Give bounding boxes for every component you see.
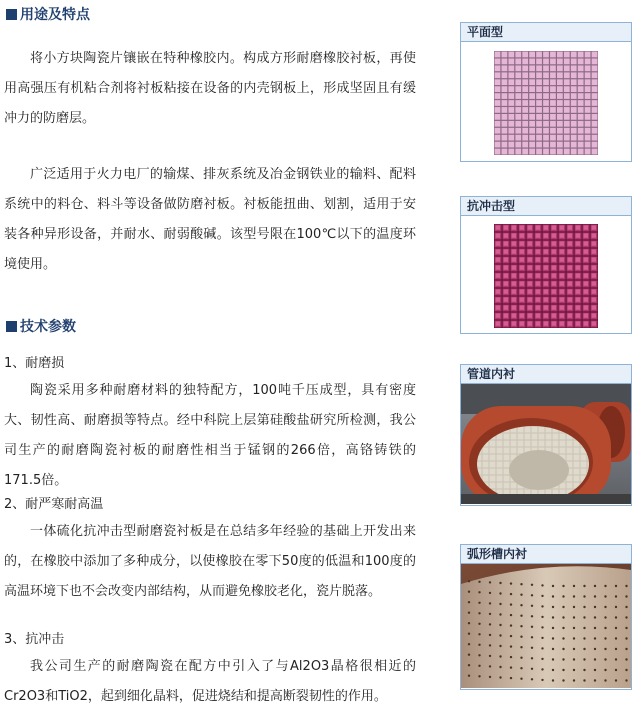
- spec-item-text: [4, 517, 416, 607]
- heading-square-icon: [6, 9, 17, 20]
- panel-caption: 平面型: [461, 23, 631, 42]
- panel-caption: 管道内衬: [461, 365, 631, 384]
- spec-item-title: 2、耐严寒耐高温: [4, 497, 104, 512]
- section-heading-specs: [6, 316, 76, 336]
- panel-caption: 抗冲击型: [461, 197, 631, 216]
- spec-item-title: 1、耐磨损: [4, 356, 65, 371]
- panel-flat-type: [460, 22, 632, 162]
- arc-chute-lining-photo-icon: [461, 564, 631, 688]
- spec-text-2: 一体硫化抗冲击型耐磨瓷衬板是在总结多年经验的基础上开发出来的，在橡胶中添加了多种成分，以使橡胶在零下50度的低温和100度的高温环境下也不会改变内部结构，从而避免橡胶老化，瓷片脱落。: [4, 524, 416, 599]
- spec-item-text: [4, 376, 416, 496]
- usage-paragraph-1: [4, 44, 416, 134]
- spec-text-1: 陶瓷采用多种耐磨材料的独特配方，100吨千压成型，具有密度大、韧性高、耐磨损等特点。经中科院上层第硅酸盐研究所检测，我公司生产的耐磨陶瓷衬板的耐磨性相当于锰钢的266倍，高铬铸铁的171.5倍。: [4, 383, 416, 488]
- usage-text-1: 将小方块陶瓷片镶嵌在特种橡胶内。构成方形耐磨橡胶衬板，再使用高强压有机粘合剂将衬板粘接在设备的内壳钢板上，形成坚固且有缓冲力的防磨层。: [4, 51, 416, 126]
- section-heading-label: 用途及特点: [20, 7, 90, 23]
- impact-tile-panel-icon: [494, 224, 598, 328]
- spec-item-text: [4, 652, 416, 712]
- flat-tile-panel-icon: [494, 51, 598, 155]
- section-heading-label: 技术参数: [20, 319, 76, 335]
- spec-text-3: 我公司生产的耐磨陶瓷在配方中引入了与Al2O3晶格很相近的Cr2O3和TiO2，起到细化晶料，促进烧结和提高断裂韧性的作用。: [4, 659, 416, 704]
- usage-paragraph-2: [4, 160, 416, 280]
- panel-arc-chute-lining: [460, 544, 632, 690]
- pipe-lining-photo-icon: [461, 384, 631, 504]
- panel-impact-type: [460, 196, 632, 334]
- panel-caption: 弧形槽内衬: [461, 545, 631, 564]
- heading-square-icon: [6, 321, 17, 332]
- panel-pipe-lining: [460, 364, 632, 506]
- spec-item-title: 3、抗冲击: [4, 632, 65, 647]
- usage-text-2: 广泛适用于火力电厂的输煤、排灰系统及冶金钢铁业的输料、配料系统中的料仓、料斗等设备做防磨衬板。衬板能扭曲、划割，适用于安装各种异形设备，并耐水、耐弱酸碱。该型号限在100℃以下的温度环境使用。: [4, 167, 416, 272]
- section-heading-usage: [6, 4, 90, 24]
